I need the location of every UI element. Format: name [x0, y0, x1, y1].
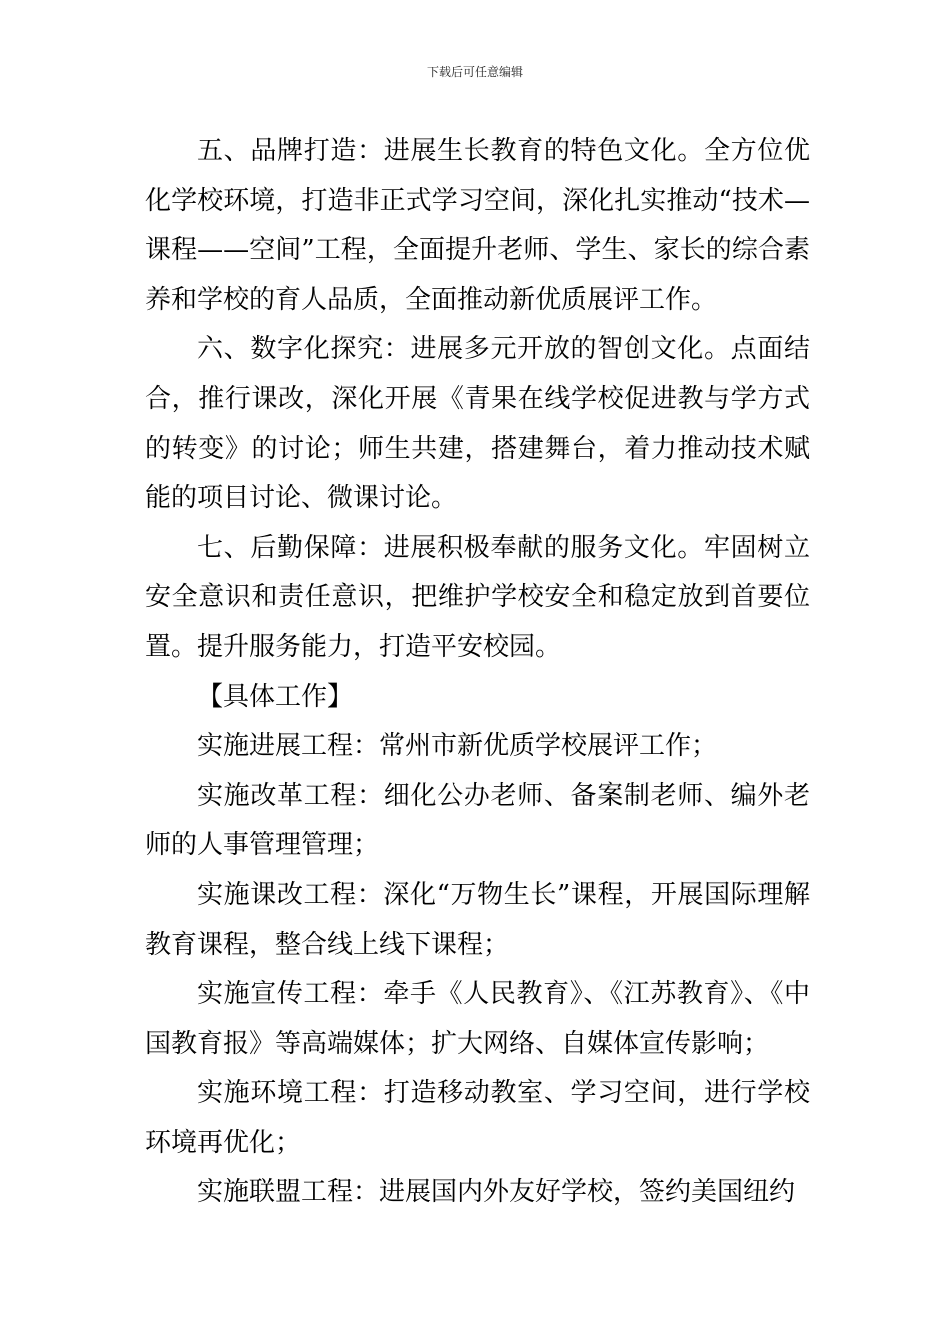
section-heading-specific-work: 【具体工作】 [197, 681, 354, 712]
paragraph-curriculum: 实施课改工程：深化“万物生长”课程，开展国际理解教育课程，整合线上线下课程； [145, 879, 810, 960]
paragraph-alliance: 实施联盟工程：进展国内外友好学校，签约美国纽约 [197, 1177, 796, 1208]
page-header: 下载后可任意编辑 [426, 65, 523, 79]
document-body [145, 127, 810, 1218]
paragraph-digital: 六、数字化探究：进展多元开放的智创文化。点面结合，推行课改，深化开展《青果在线学校促进教与学方式的转变》的讨论；师生共建，搭建舞台，着力推动技术赋能的项目讨论、微课讨论。 [145, 334, 810, 514]
paragraph-environment: 实施环境工程：打造移动教室、学习空间，进行学校环境再优化； [145, 1078, 810, 1158]
paragraph-reform: 实施改革工程：细化公办老师、备案制老师、编外老师的人事管理管理； [145, 780, 810, 861]
paragraph-brand: 五、品牌打造：进展生长教育的特色文化。全方位优化学校环境，打造非正式学习空间，深化扎实推动“技术—课程——空间”工程，全面提升老师、学生、家长的综合素养和学校的育人品质，全面推动新优质展评工作。 [145, 136, 810, 315]
paragraph-logistics: 七、后勤保障：进展积极奉献的服务文化。牢固树立安全意识和责任意识，把维护学校安全和稳定放到首要位置。提升服务能力，打造平安校园。 [145, 532, 810, 662]
paragraph-development: 实施进展工程：常州市新优质学校展评工作； [197, 731, 718, 762]
paragraph-publicity: 实施宣传工程：牵手《人民教育》、《江苏教育》、《中国教育报》等高端媒体；扩大网络、自媒体宣传影响； [145, 979, 810, 1059]
